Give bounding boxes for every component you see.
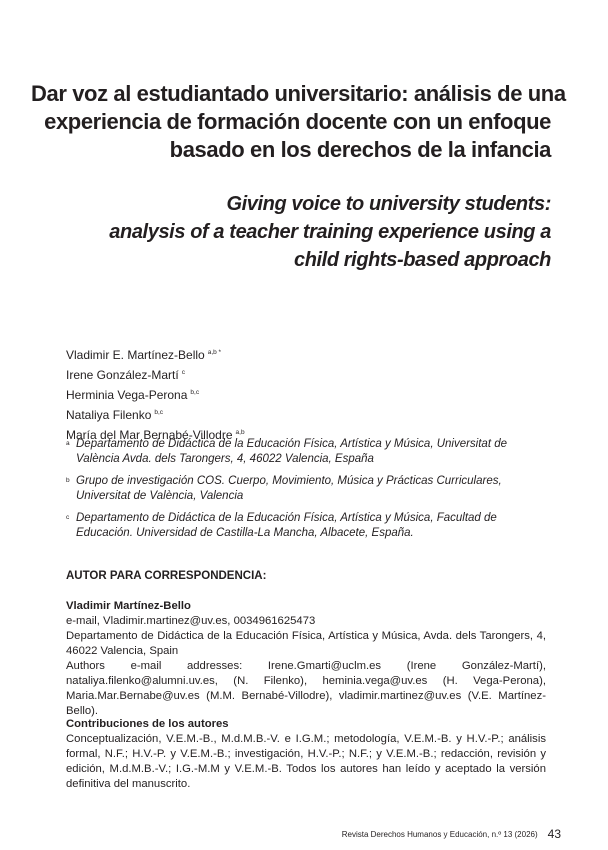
title-spanish-line: experiencia de formación docente con un enfoque <box>44 109 551 134</box>
title-spanish <box>31 80 566 164</box>
page-number: 43 <box>547 827 561 841</box>
correspondence-block <box>66 599 546 719</box>
contributions-block <box>66 717 546 792</box>
correspondence-heading: AUTOR PARA CORRESPONDENCIA: <box>66 570 267 582</box>
author-name: Irene González-Martí <box>66 368 179 382</box>
authors-emails: Authors e-mail addresses: Irene.Gmarti@uclm.es (Irene González-Martí), nataliya.filenko@alumni.uv.es, (N. Filenko), heminia.vega@uv.es (H. Vega-Perona), Maria.Mar.Bernabe@uv.es (M.M. Bernabé-Villodre), vladimir.martinez@uv.es (V.E. Martínez-Bello). <box>66 660 546 717</box>
title-english <box>31 190 551 274</box>
title-english-line: Giving voice to university students: <box>226 193 551 215</box>
author <box>66 404 245 424</box>
author-affiliation-mark: b,c <box>154 409 164 416</box>
title-english-line: analysis of a teacher training experience using a <box>109 221 551 243</box>
journal-citation: Revista Derechos Humanos y Educación, n.º 13 (2026) <box>341 830 538 839</box>
author-affiliation-mark: c <box>181 369 185 376</box>
author-name: Vladimir E. Martínez-Bello <box>66 348 205 362</box>
author-name: Herminia Vega-Perona <box>66 388 188 402</box>
affiliation-text: Grupo de investigación COS. Cuerpo, Movimiento, Música y Prácticas Curriculares, Universitat de València, Valencia <box>76 475 502 502</box>
affiliation <box>66 437 546 467</box>
affiliation-mark: b <box>66 477 70 484</box>
title-spanish-line: Dar voz al estudiantado universitario: análisis de una <box>31 81 566 106</box>
correspondence-address: Departamento de Didáctica de la Educación Física, Artística y Música, Avda. dels Tarongers, 4, 46022 Valencia, Spain <box>66 630 546 657</box>
affiliation-text: Departamento de Didáctica de la Educación Física, Artística y Música, Universitat de València Avda. dels Tarongers, 4, 46022 Valencia, España <box>76 438 508 465</box>
page-footer <box>342 827 561 841</box>
correspondence-email: e-mail, Vladimir.martinez@uv.es, 0034961625473 <box>66 615 316 627</box>
author <box>66 364 245 384</box>
author-affiliation-mark: a,b <box>235 429 245 436</box>
affiliation <box>66 474 546 504</box>
author-affiliation-mark: b,c <box>190 389 200 396</box>
affiliation <box>66 511 546 541</box>
affiliation-list <box>66 437 546 548</box>
author-name: Nataliya Filenko <box>66 408 152 422</box>
author-affiliation-mark: a,b * <box>207 349 222 356</box>
author <box>66 344 245 364</box>
title-spanish-line: basado en los derechos de la infancia <box>169 137 551 162</box>
contributions-heading: Contribuciones de los autores <box>66 718 229 730</box>
correspondence-name: Vladimir Martínez-Bello <box>66 600 191 612</box>
contributions-text: Conceptualización, V.E.M.-B., M.d.M.B.-V. e I.G.M.; metodología, V.E.M.-B. y H.V.-P.; análisis formal, N.F.; H.V.-P. y V.E.M.-B.; investigación, H.V.-P.; N.F.; y V.E.M.-B.; redacción, revisión y edición, M.d.M.B.-V.; I.G.-M.M y V.E.M.-B. Todos los autores han leído y aceptado la versión definitiva del manuscrito. <box>66 733 546 790</box>
author <box>66 384 245 404</box>
affiliation-mark: c <box>66 514 70 521</box>
author-list <box>66 344 245 444</box>
author-name: María del Mar Bernabé-Villodre <box>66 428 233 442</box>
title-english-line: child rights-based approach <box>293 249 551 271</box>
affiliation-mark: a <box>66 440 70 447</box>
affiliation-text: Departamento de Didáctica de la Educación Física, Artística y Música, Facultad de Educación. Universidad de Castilla-La Mancha, Albacete, España. <box>76 512 497 539</box>
